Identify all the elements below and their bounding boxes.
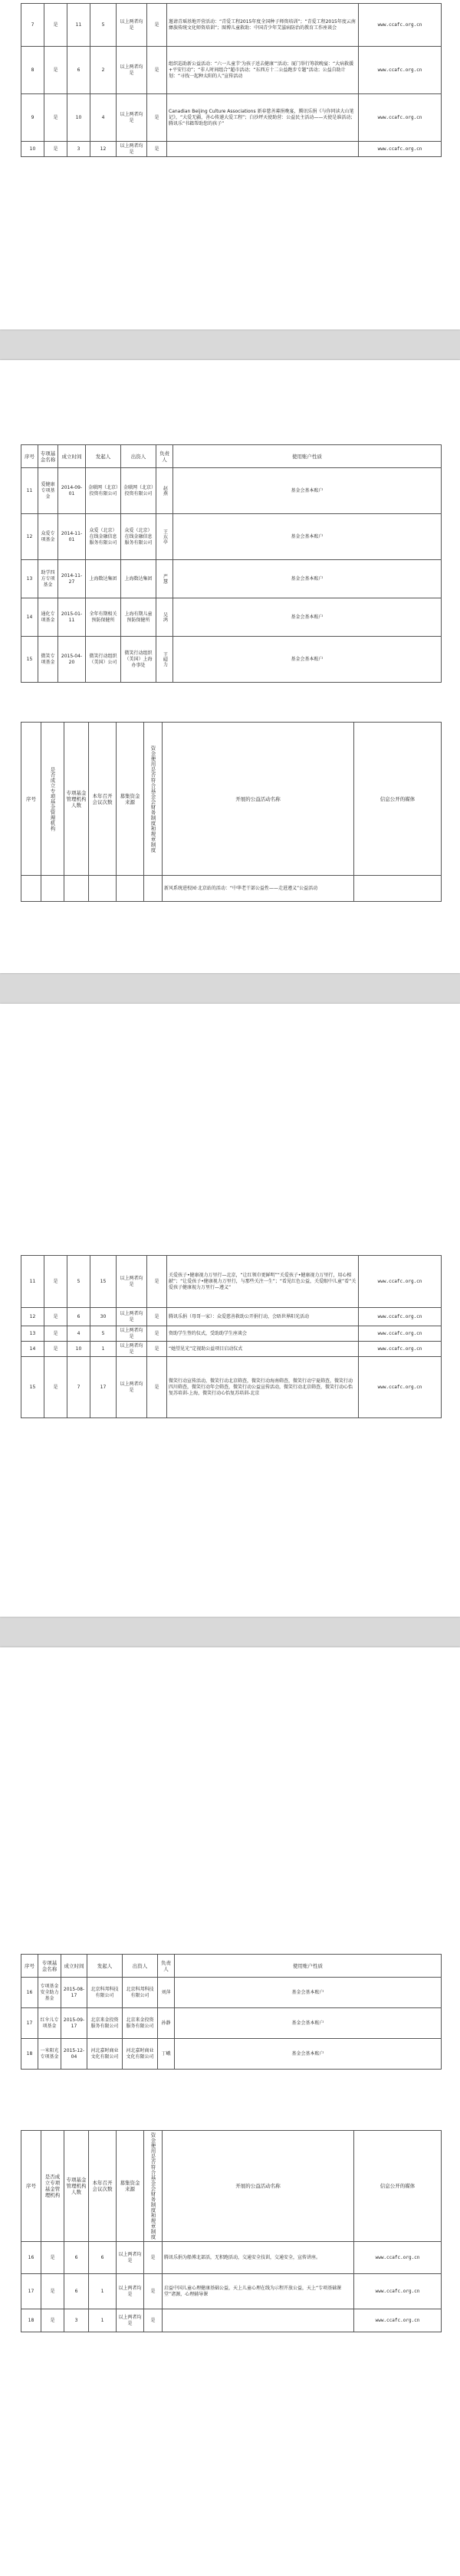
fund-source-cell: 以上两者均是 xyxy=(117,1357,147,1418)
initiator-cell: 微笑行动组织（美国）公司 xyxy=(86,637,121,683)
mgmt-org-cell: 是 xyxy=(44,4,67,47)
meetings-cell: 17 xyxy=(90,1357,117,1418)
mgmt-org-cell: 是 xyxy=(41,2274,64,2309)
header-compliance: 资金使用是否符合基金会财务制度和规章制度 xyxy=(144,2131,163,2242)
header-fund-name: 专项基金名称 xyxy=(38,445,58,468)
fund-name-cell: 微笑专项基金 xyxy=(38,637,58,683)
header-initiator: 发起人 xyxy=(87,1955,123,1978)
activities-cell: 微笑行动宣传活动，微笑行动北京筛查，微笑行动海南筛查，微笑行动宁夏筛查，微笑行动四川筛查，微笑行动年会筛查，微笑行动公益宣传活动，微笑行动北京筛查，微笑行动心怡复苏培训-上海，微笑行动心怡复苏培训-北京 xyxy=(167,1357,359,1418)
seq-cell: 14 xyxy=(21,1342,44,1357)
mgmt-org-cell: 是 xyxy=(44,47,67,94)
mgmt-count-cell: 6 xyxy=(67,47,90,94)
fund-name-cell: 众爱专项基金 xyxy=(38,514,58,560)
seq-cell: 14 xyxy=(21,598,38,637)
initiator-cell: 金联网（北京）投资有限公司 xyxy=(86,468,121,514)
compliance-cell: 是 xyxy=(147,1326,167,1342)
header-fund-source: 募集资金来源 xyxy=(117,723,144,876)
media-cell: www.ccafc.org.cn xyxy=(359,47,442,94)
seq-cell: 16 xyxy=(21,1978,38,2008)
mgmt-count-cell: 6 xyxy=(67,1308,90,1326)
est-date-cell: 2015-04-20 xyxy=(58,637,86,683)
compliance-cell: 是 xyxy=(147,142,167,157)
funder-cell: 众爱（北京）在线金融信息服务有限公司 xyxy=(121,514,156,560)
media-cell: www.ccafc.org.cn xyxy=(359,4,442,47)
account-cell: 基金会基本账户 xyxy=(173,598,442,637)
table-row xyxy=(21,876,442,902)
activities-cell: 组织巡助新公益活动：“六一儿童节‘为孩子送去健康’”活动；厦门举行筹款晚宴：“大病救援+平安行动”；“非人时间组合”超市活动；“东西方十二公益跑步专题”活动；公益自助计划：“寻找一起种太阳的人”宣传活动 xyxy=(167,47,359,94)
header-activities: 开展的公益活动名称 xyxy=(163,2131,354,2242)
seq-cell: 16 xyxy=(21,2242,41,2274)
fund-source-cell: 以上两者均是 xyxy=(117,47,147,94)
mgmt-org-cell: 是 xyxy=(44,1256,67,1308)
media-cell: www.ccafc.org.cn xyxy=(359,1308,442,1326)
fund-source-cell: 以上两者均是 xyxy=(117,1326,147,1342)
mgmt-org-cell: 是 xyxy=(41,2309,64,2332)
compliance-cell: 是 xyxy=(144,2309,163,2332)
table-row xyxy=(21,47,442,94)
mgmt-org-cell: 是 xyxy=(44,1342,67,1357)
activity-table-1 xyxy=(21,3,442,157)
meetings-cell: 2 xyxy=(90,47,117,94)
activities-cell: 新风系统进校园·北京站的活动：“中华老干部公益性——走进遵义”公益活动 xyxy=(163,876,354,902)
mgmt-count-cell: 6 xyxy=(64,2274,89,2309)
media-cell: www.ccafc.org.cn xyxy=(359,142,442,157)
activities-cell: “她望见光”定视助公益项目启动仪式 xyxy=(167,1342,359,1357)
seq-cell: 9 xyxy=(21,94,44,142)
activities-cell: 关爱孩子•健康视力万里行—北京，“让红领巾更鲜明”“关爱孩子•健康视力万里行，用心相献”；“让爱孩子•健康视力万里行，与那些关注一生”；“看见红色公益，关爱眼中儿童”看“关爱孩子健康视力万里行—遵义” xyxy=(167,1256,359,1308)
header-funder: 出资人 xyxy=(121,445,156,468)
header-seq: 序号 xyxy=(21,445,38,468)
meetings-cell: 30 xyxy=(90,1308,117,1326)
header-fund-source: 募集资金来源 xyxy=(117,2131,144,2242)
seq-cell: 17 xyxy=(21,2274,41,2309)
activities-cell: 腾讯乐捐为船博北部活，无积跑活动，交通安全技训，交通安全，宣传讲座。 xyxy=(163,2242,354,2274)
est-date-cell: 2015-01-11 xyxy=(58,598,86,637)
mgmt-count-cell: 3 xyxy=(67,142,90,157)
header-disclosure: 信息公开的媒体 xyxy=(354,723,442,876)
mgmt-org-cell: 是 xyxy=(44,94,67,142)
header-initiator: 发起人 xyxy=(86,445,121,468)
fund-source-cell: 以上两者均是 xyxy=(117,2309,144,2332)
funder-cell: 金联网（北京）投资有限公司 xyxy=(121,468,156,514)
meetings-cell: 6 xyxy=(89,2242,117,2274)
table-row xyxy=(21,514,442,560)
header-account-nature: 使用账户性质 xyxy=(175,1955,442,1978)
funder-cell: 上海数达集团 xyxy=(121,560,156,598)
header-account-nature: 使用账户性质 xyxy=(173,445,442,468)
table-row xyxy=(21,1978,442,2008)
header-est-date: 成立时间 xyxy=(61,1955,87,1978)
table-row xyxy=(21,2274,442,2309)
est-date-cell: 2014-09-01 xyxy=(58,468,86,514)
table-header-row xyxy=(21,445,442,468)
table-row xyxy=(21,94,442,142)
initiator-cell: 北京科邦科技有限公司 xyxy=(87,1978,123,2008)
funder-cell: 上海有期儿童预防保健所 xyxy=(121,598,156,637)
activities-cell xyxy=(167,142,359,157)
table-row xyxy=(21,1357,442,1418)
fund-source-cell: 以上两者均是 xyxy=(117,1256,147,1308)
fund-source-cell: 以上两者均是 xyxy=(117,1308,147,1326)
fund-source-cell: 以上两者均是 xyxy=(117,4,147,47)
table-row xyxy=(21,560,442,598)
document-page-2 xyxy=(0,360,460,973)
fund-name-cell: 专项基金安全助力基金 xyxy=(38,1978,61,2008)
meetings-cell: 15 xyxy=(90,1256,117,1308)
meetings-cell: 5 xyxy=(90,1326,117,1342)
fund-name-cell: 红伞儿专项基金 xyxy=(38,2008,61,2039)
fund-source-cell: 以上两者均是 xyxy=(117,2274,144,2309)
manager-cell: 丁峨 xyxy=(158,2039,175,2070)
est-date-cell: 2014-11-27 xyxy=(58,560,86,598)
initiator-cell: 全年有期相关预防保健所 xyxy=(86,598,121,637)
fund-name-cell: 助学四方专项基金 xyxy=(38,560,58,598)
header-manager: 负责人 xyxy=(156,445,173,468)
table-row xyxy=(21,1342,442,1357)
compliance-cell: 是 xyxy=(144,2242,163,2274)
activities-cell: 启益中国儿童心理健康基础公益，天上儿童心理在线为示程开放公益，天上“专项基础课堂”诸源，心理辅导课 xyxy=(163,2274,354,2309)
mgmt-count-cell: 11 xyxy=(67,4,90,47)
header-meetings: 本年召开会议次数 xyxy=(89,723,117,876)
table-header-row xyxy=(21,1955,442,1978)
mgmt-count-cell: 6 xyxy=(64,2242,89,2274)
manager-cell: 赵燕 xyxy=(156,468,173,514)
account-cell: 基金会基本账户 xyxy=(175,2008,442,2039)
manager-cell: 王晴力 xyxy=(156,637,173,683)
funder-cell: 北京来金投资服务有限公司 xyxy=(123,2008,158,2039)
activity-header-table-1 xyxy=(21,722,442,902)
manager-cell: 刘萍 xyxy=(158,1978,175,2008)
table-row xyxy=(21,2039,442,2070)
table-row xyxy=(21,2309,442,2332)
compliance-cell: 是 xyxy=(147,1357,167,1418)
activity-table-2 xyxy=(21,1255,442,1418)
media-cell: www.ccafc.org.cn xyxy=(359,1326,442,1342)
header-activities: 开展的公益活动名称 xyxy=(163,723,354,876)
activities-cell xyxy=(163,2309,354,2332)
fund-source-cell: 以上两者均是 xyxy=(117,94,147,142)
est-date-cell: 2015-12-04 xyxy=(61,2039,87,2070)
account-cell: 基金会基本账户 xyxy=(173,560,442,598)
activities-cell: 腾讯乐捐（母哥一家）：众爱慈善救助公开捐行动，会晤世界阳光活动 xyxy=(167,1308,359,1326)
header-fund-name: 专项基金名称 xyxy=(38,1955,61,1978)
account-cell: 基金会基本账户 xyxy=(173,468,442,514)
mgmt-org-cell: 是 xyxy=(44,142,67,157)
media-cell: www.ccafc.org.cn xyxy=(359,94,442,142)
activity-table-3 xyxy=(21,2130,442,2332)
table-row xyxy=(21,1326,442,1342)
table-row xyxy=(21,2008,442,2039)
header-disclosure: 信息公开的媒体 xyxy=(354,2131,442,2242)
table-row xyxy=(21,468,442,514)
meetings-cell: 1 xyxy=(89,2274,117,2309)
fund-name-cell: 一米阳光专项基金 xyxy=(38,2039,61,2070)
meetings-cell: 12 xyxy=(90,142,117,157)
media-cell: www.ccafc.org.cn xyxy=(359,1342,442,1357)
header-est-date: 成立时间 xyxy=(58,445,86,468)
activities-cell: 邀请青瑶基地开营活动：“青爱工程2015年度全国种子师资培训”；“青爱工程2015年度云南彝族传统文化师资培训”；图博儿童救助：中国青少年艾滋病防治的教育工作座谈会 xyxy=(167,4,359,47)
manager-cell: 孙静 xyxy=(158,2008,175,2039)
compliance-cell: 是 xyxy=(147,94,167,142)
header-seq: 序号 xyxy=(21,723,41,876)
table-header-row xyxy=(21,723,442,876)
media-cell: www.ccafc.org.cn xyxy=(354,2309,442,2332)
fund-name-cell: 爱健康专项基金 xyxy=(38,468,58,514)
funder-cell: 北京科邦科技有限公司 xyxy=(123,1978,158,2008)
mgmt-count-cell: 10 xyxy=(67,1342,90,1357)
table-header-row xyxy=(21,2131,442,2242)
table-row xyxy=(21,2242,442,2274)
meetings-cell: 5 xyxy=(90,4,117,47)
media-cell: www.ccafc.org.cn xyxy=(354,2274,442,2309)
document-page-1 xyxy=(0,0,460,329)
seq-cell: 13 xyxy=(21,560,38,598)
header-seq: 序号 xyxy=(21,1955,38,1978)
header-meetings: 本年召开会议次数 xyxy=(89,2131,117,2242)
media-cell: www.ccafc.org.cn xyxy=(359,1357,442,1418)
compliance-cell: 是 xyxy=(147,1308,167,1326)
seq-cell: 12 xyxy=(21,1308,44,1326)
header-manager: 负责人 xyxy=(158,1955,175,1978)
table-row xyxy=(21,1308,442,1326)
mgmt-org-cell: 是 xyxy=(44,1357,67,1418)
account-cell: 基金会基本账户 xyxy=(173,637,442,683)
seq-cell: 15 xyxy=(21,637,38,683)
media-cell: www.ccafc.org.cn xyxy=(354,2242,442,2274)
table-row xyxy=(21,637,442,683)
header-mgmt-count: 专项基金管理机构人数 xyxy=(64,2131,89,2242)
table-row xyxy=(21,598,442,637)
initiator-cell: 河北嘉时商业文化有限公司 xyxy=(87,2039,123,2070)
seq-cell: 7 xyxy=(21,4,44,47)
fund-source-cell: 以上两者均是 xyxy=(117,2242,144,2274)
seq-cell: 17 xyxy=(21,2008,38,2039)
account-cell: 基金会基本账户 xyxy=(175,2039,442,2070)
funder-cell: 河北嘉时商业文化有限公司 xyxy=(123,2039,158,2070)
table-row xyxy=(21,142,442,157)
header-funder: 出资人 xyxy=(123,1955,158,1978)
compliance-cell: 是 xyxy=(147,1256,167,1308)
header-seq: 序号 xyxy=(21,2131,41,2242)
mgmt-org-cell: 是 xyxy=(41,2242,64,2274)
seq-cell: 13 xyxy=(21,1326,44,1342)
est-date-cell: 2014-11-01 xyxy=(58,514,86,560)
seq-cell: 18 xyxy=(21,2309,41,2332)
table-row xyxy=(21,1256,442,1308)
meetings-cell: 1 xyxy=(90,1342,117,1357)
header-mgmt-count: 专项基金管理机构人数 xyxy=(64,723,89,876)
seq-cell: 18 xyxy=(21,2039,38,2070)
est-date-cell: 2015-08-17 xyxy=(61,1978,87,2008)
initiator-cell: 上海数达集团 xyxy=(86,560,121,598)
initiator-cell: 众爱（北京）在线金融信息服务有限公司 xyxy=(86,514,121,560)
mgmt-org-cell: 是 xyxy=(44,1326,67,1342)
manager-cell: 王东亭 xyxy=(156,514,173,560)
activities-cell: 资助学生签约仪式，受助助学生座谈会 xyxy=(167,1326,359,1342)
initiator-cell: 北京来金投资服务有限公司 xyxy=(87,2008,123,2039)
compliance-cell: 是 xyxy=(147,4,167,47)
seq-cell: 12 xyxy=(21,514,38,560)
meetings-cell: 4 xyxy=(90,94,117,142)
fund-info-table-2 xyxy=(21,1954,442,2070)
header-compliance: 资金使用是否符合基金会财务制度和规章制度 xyxy=(144,723,163,876)
fund-info-table-1 xyxy=(21,444,442,683)
fund-name-cell: 通化专项基金 xyxy=(38,598,58,637)
seq-cell: 11 xyxy=(21,1256,44,1308)
mgmt-count-cell: 3 xyxy=(64,2309,89,2332)
mgmt-count-cell: 7 xyxy=(67,1357,90,1418)
seq-cell: 8 xyxy=(21,47,44,94)
mgmt-count-cell: 4 xyxy=(67,1326,90,1342)
manager-cell: 严慧 xyxy=(156,560,173,598)
document-page-4 xyxy=(0,1647,460,2576)
manager-cell: 吴鸿 xyxy=(156,598,173,637)
mgmt-count-cell: 5 xyxy=(67,1256,90,1308)
seq-cell: 10 xyxy=(21,142,44,157)
media-cell: www.ccafc.org.cn xyxy=(359,1256,442,1308)
compliance-cell: 是 xyxy=(147,47,167,94)
mgmt-org-cell: 是 xyxy=(44,1308,67,1326)
mgmt-count-cell: 10 xyxy=(67,94,90,142)
fund-source-cell: 以上两者均是 xyxy=(117,1342,147,1357)
document-page-3 xyxy=(0,1004,460,1617)
funder-cell: 微笑行动组织（美国）上海办事处 xyxy=(121,637,156,683)
compliance-cell: 是 xyxy=(147,1342,167,1357)
seq-cell: 15 xyxy=(21,1357,44,1418)
table-row xyxy=(21,4,442,47)
meetings-cell: 1 xyxy=(89,2309,117,2332)
account-cell: 基金会基本账户 xyxy=(173,514,442,560)
header-mgmt-org: 是否成立专项基金管理机构 xyxy=(41,2131,64,2242)
header-mgmt-org: 是否成立专项基金管理机构 xyxy=(41,723,64,876)
seq-cell: 11 xyxy=(21,468,38,514)
est-date-cell: 2015-09-17 xyxy=(61,2008,87,2039)
fund-source-cell: 以上两者均是 xyxy=(117,142,147,157)
compliance-cell: 是 xyxy=(144,2274,163,2309)
account-cell: 基金会基本账户 xyxy=(175,1978,442,2008)
activities-cell: Canadian Beijing Culture Associations 新春慈善募捐晚宴，腾讯乐捐《与你同读大山笔记》，“大爱无疆，善心传递大爱工程”；白沙坪天使助营：公益民主活动——天使是谁活动；腾讯乐“书籍帮助您的孩子” xyxy=(167,94,359,142)
